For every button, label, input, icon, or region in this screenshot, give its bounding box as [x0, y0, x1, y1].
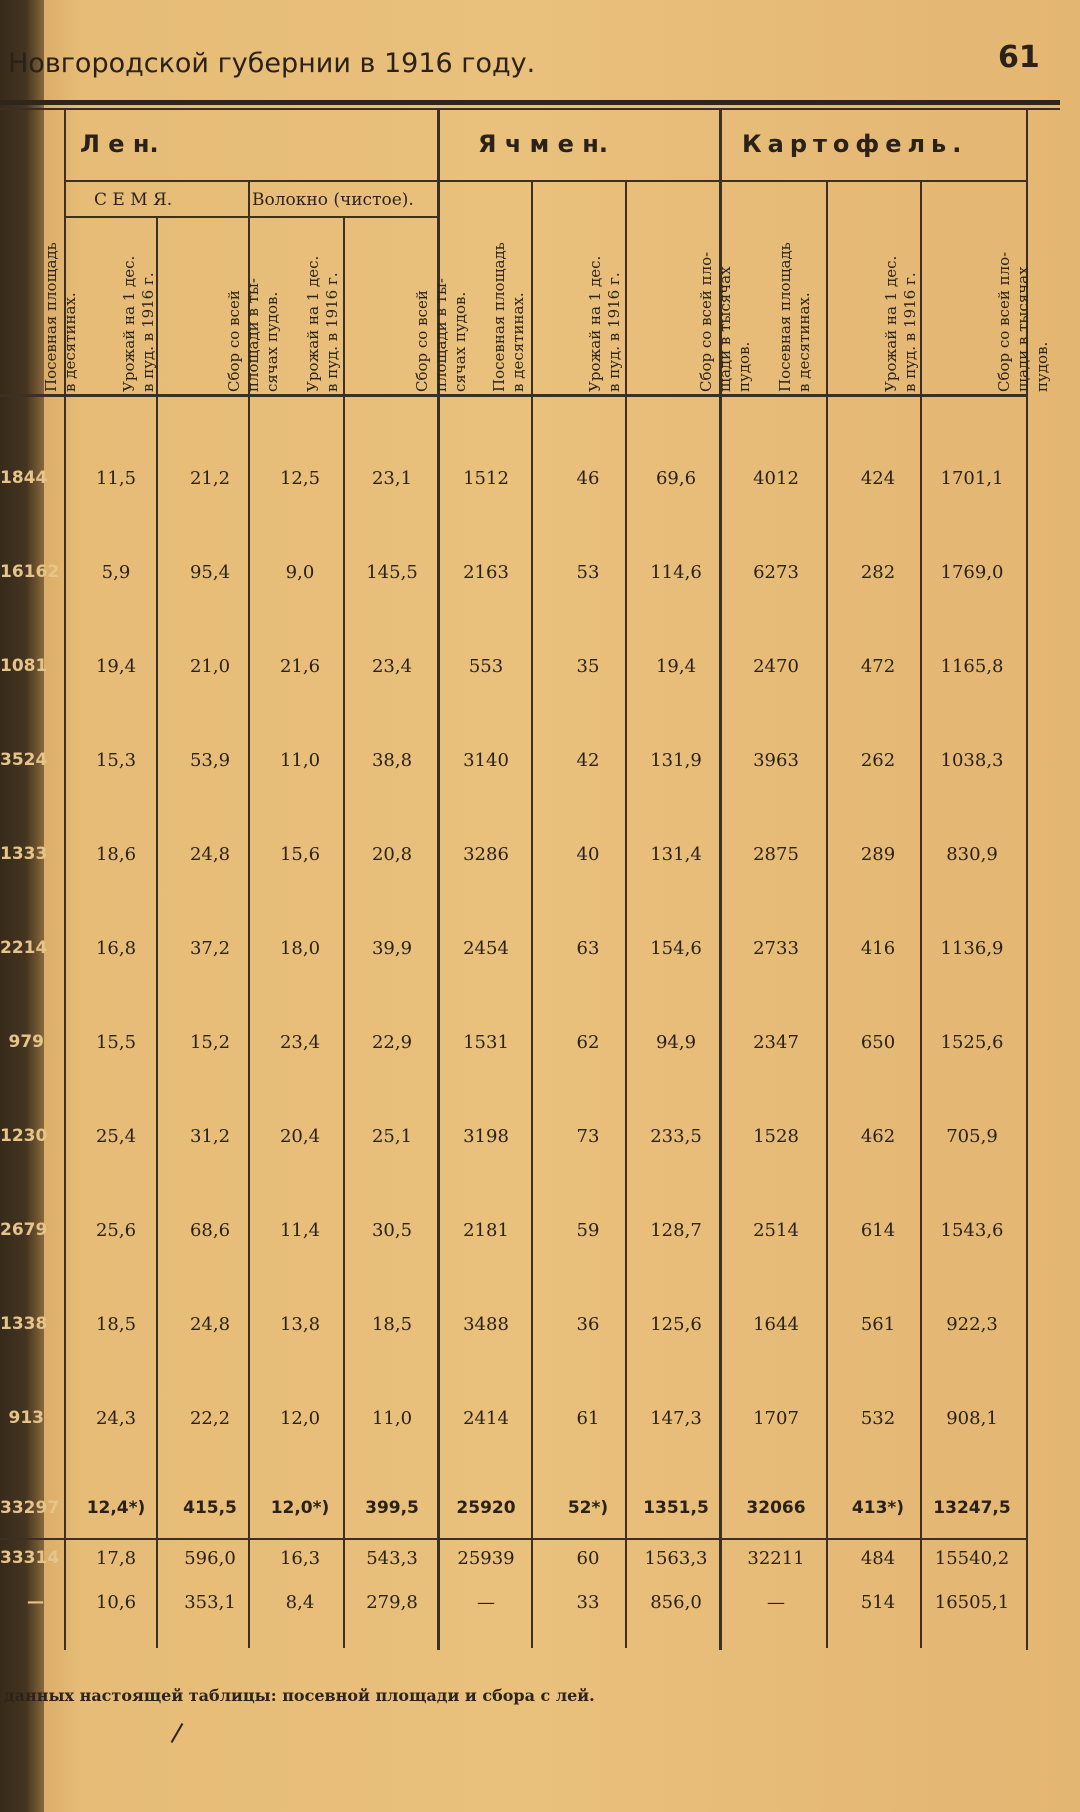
table-cell: 908,1 [946, 1408, 998, 1429]
column-header-6 [586, 256, 624, 392]
column-header-line: площади в ты- [244, 278, 262, 392]
table-cell: 3198 [463, 1126, 509, 1147]
pen-mark [171, 1723, 184, 1743]
table-cell: 11,4 [279, 1220, 321, 1241]
col-line [156, 218, 158, 1648]
column-header-line: Урожай на 1 дес. [882, 255, 900, 392]
table-cell: 131,4 [650, 844, 702, 865]
column-header-line: Сбор со всей [225, 290, 243, 392]
table-cell: 42 [576, 750, 600, 771]
column-header-line: в десятинах. [509, 292, 527, 392]
table-cell: 2875 [753, 844, 799, 865]
table-cell: 16505,1 [934, 1592, 1010, 1613]
table-cell: 3488 [463, 1314, 509, 1335]
table-cell: 2454 [463, 938, 509, 959]
table-cell: 15,5 [95, 1032, 137, 1053]
column-header-2 [225, 278, 282, 392]
table-cell: 2514 [753, 1220, 799, 1241]
column-header-0 [42, 242, 80, 392]
header-rule [64, 180, 1026, 182]
subgroup-volokno: Волокно (чистое). [252, 190, 414, 210]
footnote: данных настоящей таблицы: посевной площади и сбора с лей. [4, 1686, 595, 1705]
table-cell: 23,1 [371, 468, 413, 489]
table-cell: 53,9 [189, 750, 231, 771]
table-cell: 69,6 [655, 468, 697, 489]
col-line [248, 180, 250, 1648]
table-cell: 114,6 [650, 562, 702, 583]
column-header-line: в пуд. в 1916 г. [323, 272, 341, 392]
table-cell: 19,4 [95, 656, 137, 677]
col-line [826, 180, 828, 1648]
column-header-line: сячах пудов. [451, 291, 469, 392]
table-cell: 15,2 [189, 1032, 231, 1053]
column-header-line: пудов. [735, 341, 753, 392]
table-cell: 484 [860, 1548, 896, 1569]
table-cell: 32211 [747, 1548, 805, 1569]
column-header-line: сячах пудов. [263, 291, 281, 392]
table-cell: 2414 [463, 1408, 509, 1429]
top-rule [0, 100, 1060, 105]
table-cell: 705,9 [946, 1126, 998, 1147]
column-header-line: Сбор со всей пло- [995, 251, 1013, 392]
table-cell: 1528 [753, 1126, 799, 1147]
table-cell: 596,0 [184, 1548, 236, 1569]
column-header-1 [120, 256, 158, 392]
row-lead-value: 33297 [0, 1498, 60, 1518]
table-cell: 415,5 [183, 1498, 237, 1518]
table-cell: 60 [576, 1548, 600, 1569]
table-cell: 53 [576, 562, 600, 583]
table-cell: 31,2 [189, 1126, 231, 1147]
table-cell: 22,9 [371, 1032, 413, 1053]
table-cell: 9,0 [285, 562, 315, 583]
table-cell: 13247,5 [933, 1498, 1011, 1518]
table-cell: 32066 [746, 1498, 806, 1518]
table-cell: 21,6 [279, 656, 321, 677]
column-header-line: Посевная площадь [490, 242, 508, 392]
column-header-line: Посевная площадь [776, 242, 794, 392]
column-header-line: щади в тысячах [1014, 266, 1032, 392]
table-cell: 16,8 [95, 938, 137, 959]
table-cell: 1644 [753, 1314, 799, 1335]
table-cell: 36 [576, 1314, 600, 1335]
table-cell: 37,2 [189, 938, 231, 959]
table-cell: 1038,3 [940, 750, 1004, 771]
table-cell: 20,4 [279, 1126, 321, 1147]
page-title: Новгородской губернии в 1916 году. [8, 48, 536, 79]
column-header-line: в десятинах. [61, 292, 79, 392]
row-lead-value: 913 [8, 1408, 44, 1428]
table-cell: 25,4 [95, 1126, 137, 1147]
table-cell: 472 [860, 656, 896, 677]
column-header-line: площади в ты- [432, 278, 450, 392]
table-cell: 532 [860, 1408, 896, 1429]
table-cell: 24,8 [189, 844, 231, 865]
table-cell: 33 [576, 1592, 600, 1613]
table-cell: 1563,3 [644, 1548, 708, 1569]
table-cell: 23,4 [279, 1032, 321, 1053]
table-cell: 15,6 [279, 844, 321, 865]
table-cell: 650 [860, 1032, 896, 1053]
table-cell: 18,5 [95, 1314, 137, 1335]
table-cell: 11,0 [371, 1408, 413, 1429]
column-header-3 [304, 256, 342, 392]
table-cell: 553 [468, 656, 504, 677]
column-header-line: Сбор со всей [413, 290, 431, 392]
table-cell: 62 [576, 1032, 600, 1053]
table-cell: 95,4 [189, 562, 231, 583]
table-cell: 922,3 [946, 1314, 998, 1335]
column-header-line: Урожай на 1 дес. [586, 255, 604, 392]
table-cell: 1512 [463, 468, 509, 489]
table-cell: 21,0 [189, 656, 231, 677]
table-cell: 1701,1 [940, 468, 1004, 489]
table-cell: 353,1 [184, 1592, 236, 1613]
table-cell: 856,0 [650, 1592, 702, 1613]
table-cell: 94,9 [655, 1032, 697, 1053]
subgroup-rule [64, 216, 438, 218]
table-cell: 131,9 [650, 750, 702, 771]
column-header-7 [697, 252, 754, 392]
table-cell: 128,7 [650, 1220, 702, 1241]
table-cell: 23,4 [371, 656, 413, 677]
column-header-line: Урожай на 1 дес. [304, 255, 322, 392]
table-cell: 1543,6 [940, 1220, 1004, 1241]
row-lead-value: 1333 [0, 844, 48, 864]
table-cell: — [477, 1592, 495, 1613]
table-cell: 24,8 [189, 1314, 231, 1335]
table-cell: 16,3 [279, 1548, 321, 1569]
table-cell: 416 [860, 938, 896, 959]
table-cell: 40 [576, 844, 600, 865]
table-cell: 125,6 [650, 1314, 702, 1335]
column-header-line: в пуд. в 1916 г. [605, 272, 623, 392]
table-cell: 59 [576, 1220, 600, 1241]
column-header-9 [882, 256, 920, 392]
table-cell: 147,3 [650, 1408, 702, 1429]
page-number: 61 [998, 40, 1040, 75]
table-cell: 233,5 [650, 1126, 702, 1147]
top-rule-thin [0, 108, 1060, 110]
column-header-4 [413, 278, 470, 392]
row-lead-value: 1081 [0, 656, 48, 676]
table-cell: 18,5 [371, 1314, 413, 1335]
table-cell: 11,0 [279, 750, 321, 771]
table-cell: 10,6 [95, 1592, 137, 1613]
table-cell: 12,0 [279, 1408, 321, 1429]
table-cell: 21,2 [189, 468, 231, 489]
table-cell: 8,4 [285, 1592, 315, 1613]
table-cell: 1136,9 [940, 938, 1004, 959]
row-lead-value: 3524 [0, 750, 48, 770]
table-cell: 3963 [753, 750, 799, 771]
col-line [625, 180, 627, 1648]
table-cell: 1769,0 [940, 562, 1004, 583]
table-cell: 19,4 [655, 656, 697, 677]
table-cell: 52*) [567, 1498, 609, 1518]
table-cell: 830,9 [946, 844, 998, 865]
table-cell: 4012 [753, 468, 799, 489]
table-cell: 22,2 [189, 1408, 231, 1429]
row-lead-value: 2214 [0, 938, 48, 958]
column-header-line: в десятинах. [795, 292, 813, 392]
row-lead-value: 33314 [0, 1548, 60, 1568]
table-cell: 154,6 [650, 938, 702, 959]
table-cell: 1525,6 [940, 1032, 1004, 1053]
table-cell: 25939 [457, 1548, 515, 1569]
table-cell: 3286 [463, 844, 509, 865]
table-cell: 11,5 [95, 468, 137, 489]
col-line [343, 218, 345, 1648]
table-cell: 413*) [851, 1498, 905, 1518]
row-lead-value: 16162 [0, 562, 60, 582]
table-cell: 424 [860, 468, 896, 489]
table-cell: 2733 [753, 938, 799, 959]
table-cell: 282 [860, 562, 896, 583]
table-cell: 262 [860, 750, 896, 771]
column-header-10 [995, 252, 1052, 392]
table-cell: 1165,8 [940, 656, 1004, 677]
subgroup-semya: С Е М Я. [94, 190, 173, 210]
table-cell: 17,8 [95, 1548, 137, 1569]
row-lead-value: 979 [8, 1032, 44, 1052]
table-cell: 68,6 [189, 1220, 231, 1241]
column-header-line: Урожай на 1 дес. [120, 255, 138, 392]
totals-rule [0, 1538, 1026, 1540]
table-cell: 514 [860, 1592, 896, 1613]
table-cell: 1351,5 [643, 1498, 709, 1518]
table-cell: 1707 [753, 1408, 799, 1429]
table-cell: 543,3 [366, 1548, 418, 1569]
table-cell: 18,0 [279, 938, 321, 959]
group-title-kartofel: Картофель. [742, 130, 968, 158]
table-cell: 46 [576, 468, 600, 489]
table-cell: 39,9 [371, 938, 413, 959]
table-cell: 24,3 [95, 1408, 137, 1429]
col-line [920, 180, 922, 1648]
table-cell: 73 [576, 1126, 600, 1147]
table-cell: 13,8 [279, 1314, 321, 1335]
row-lead-value: 2679 [0, 1220, 48, 1240]
table-cell: 1531 [463, 1032, 509, 1053]
table-cell: 25,6 [95, 1220, 137, 1241]
table-cell: 614 [860, 1220, 896, 1241]
table-cell: 63 [576, 938, 600, 959]
column-header-line: в пуд. в 1916 г. [139, 272, 157, 392]
table-cell: 399,5 [365, 1498, 419, 1518]
table-cell: 61 [576, 1408, 600, 1429]
group-title-yachmen: Я ч м е н. [478, 130, 608, 158]
row-lead-value: — [27, 1592, 44, 1612]
table-cell: 2347 [753, 1032, 799, 1053]
table-cell: 3140 [463, 750, 509, 771]
column-header-line: щади в тысячах [716, 266, 734, 392]
table-cell: 15,3 [95, 750, 137, 771]
table-cell: 279,8 [366, 1592, 418, 1613]
table-cell: 12,0*) [270, 1498, 330, 1518]
table-cell: 18,6 [95, 844, 137, 865]
table-cell: 289 [860, 844, 896, 865]
table-cell: 35 [576, 656, 600, 677]
table-cell: 5,9 [101, 562, 131, 583]
table-cell: 462 [860, 1126, 896, 1147]
table-cell: 2181 [463, 1220, 509, 1241]
table-cell: 561 [860, 1314, 896, 1335]
table-cell: 38,8 [371, 750, 413, 771]
column-header-line: пудов. [1033, 341, 1051, 392]
col-line [531, 180, 533, 1648]
column-header-line: в пуд. в 1916 г. [901, 272, 919, 392]
column-header-8 [776, 242, 814, 392]
row-lead-value: 1338 [0, 1314, 48, 1334]
header-bottom-rule [0, 394, 1026, 397]
column-header-line: Посевная площадь [42, 242, 60, 392]
table-cell: 30,5 [371, 1220, 413, 1241]
table-cell: 12,4*) [86, 1498, 146, 1518]
table-cell: 6273 [753, 562, 799, 583]
row-lead-value: 1230 [0, 1126, 48, 1146]
table-cell: 20,8 [371, 844, 413, 865]
table-cell: 15540,2 [934, 1548, 1010, 1569]
table-cell: — [767, 1592, 785, 1613]
group-title-len: Л е н. [80, 130, 159, 158]
table-cell: 25,1 [371, 1126, 413, 1147]
column-header-5 [490, 242, 528, 392]
table-cell: 2470 [753, 656, 799, 677]
column-header-line: Сбор со всей пло- [697, 251, 715, 392]
table-cell: 12,5 [279, 468, 321, 489]
table-cell: 2163 [463, 562, 509, 583]
table-cell: 145,5 [366, 562, 418, 583]
row-lead-value: 1844 [0, 468, 48, 488]
table-cell: 25920 [456, 1498, 516, 1518]
